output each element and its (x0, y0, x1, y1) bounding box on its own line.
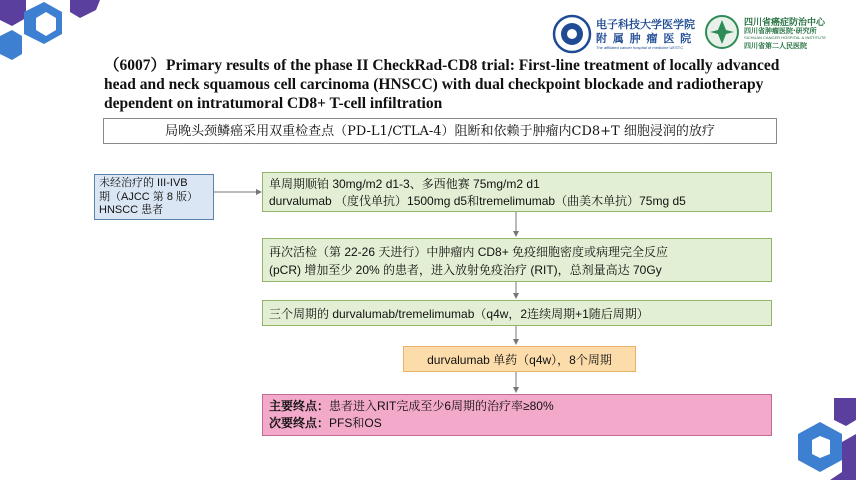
monotherapy-box (403, 346, 636, 372)
logo-left-line1: 电子科技大学医学院 (596, 18, 695, 31)
patient-line1: 未经治疗的 III-IVB (99, 177, 188, 189)
secondary-endpoint (269, 415, 765, 432)
primary-endpoint (269, 398, 765, 415)
step3-text: 三个周期的 durvalumab/tremelimumab（q4w，2连续周期+1随后周期） (269, 307, 649, 321)
patient-line2: 期（AJCC 第 8 版） (99, 190, 199, 203)
combo-cycles-box (262, 300, 772, 326)
patient-line3: HNSCC 患者 (99, 204, 164, 216)
induction-chemo-box (262, 172, 772, 212)
slide-subtitle: 局晚头颈鳞癌采用双重检查点（PD-L1/CTLA-4）阻断和依赖于肿瘤内CD8+T 细胞浸润的放疗 (103, 118, 777, 144)
secondary-endpoint-label: 次要终点： (269, 416, 330, 430)
endpoints-box (262, 394, 772, 436)
secondary-endpoint-text: PFS和OS (329, 416, 382, 430)
patient-population-box (94, 174, 214, 220)
step1-line1: 单周期顺铂 30mg/m2 d1-3、多西他赛 75mg/m2 d1 (269, 177, 540, 191)
logo-right-line4: 四川省第二人民医院 (744, 42, 807, 50)
slide-title: （6007）Primary results of the phase II CheckRad-CD8 trial: First-line treatment of locally advanced head and neck squamous cell carcinoma (HNSCC) with dual checkpoint blockade and radiotherapy dependent on intratumoral CD8+ T-cell infiltration (104, 57, 780, 112)
logo-left-line2: 附 属 肿 瘤 医 院 (596, 32, 693, 45)
logo-left-line3: The affiliated cancer hospital of medicine UESTC (596, 45, 684, 50)
step2-line1: 再次活检（第 22-26 天进行）中肿瘤内 CD8+ 免疫细胞密度或病理完全反应 (269, 245, 669, 259)
rebiopsy-box (262, 238, 772, 282)
step1-line2: durvalumab （度伐单抗）1500mg d5和tremelimumab（曲美木单抗）75mg d5 (269, 194, 686, 208)
step2-line2: (pCR) 增加至少 20% 的患者，进入放射免疫治疗 (RIT)，总剂量高达 70Gy (269, 263, 662, 277)
logo-right-line2: 四川省肿瘤医院·研究所 (744, 27, 817, 35)
primary-endpoint-text: 患者进入RIT完成至少6周期的治疗率≥80% (329, 399, 554, 413)
step4-text: durvalumab 单药（q4w），8个周期 (427, 353, 612, 367)
primary-endpoint-label: 主要终点： (269, 399, 330, 413)
logo-right-line3: SICHUAN CANCER HOSPITAL & INSTITUTE (744, 35, 827, 40)
logo-right-line1: 四川省癌症防治中心 (744, 18, 826, 28)
